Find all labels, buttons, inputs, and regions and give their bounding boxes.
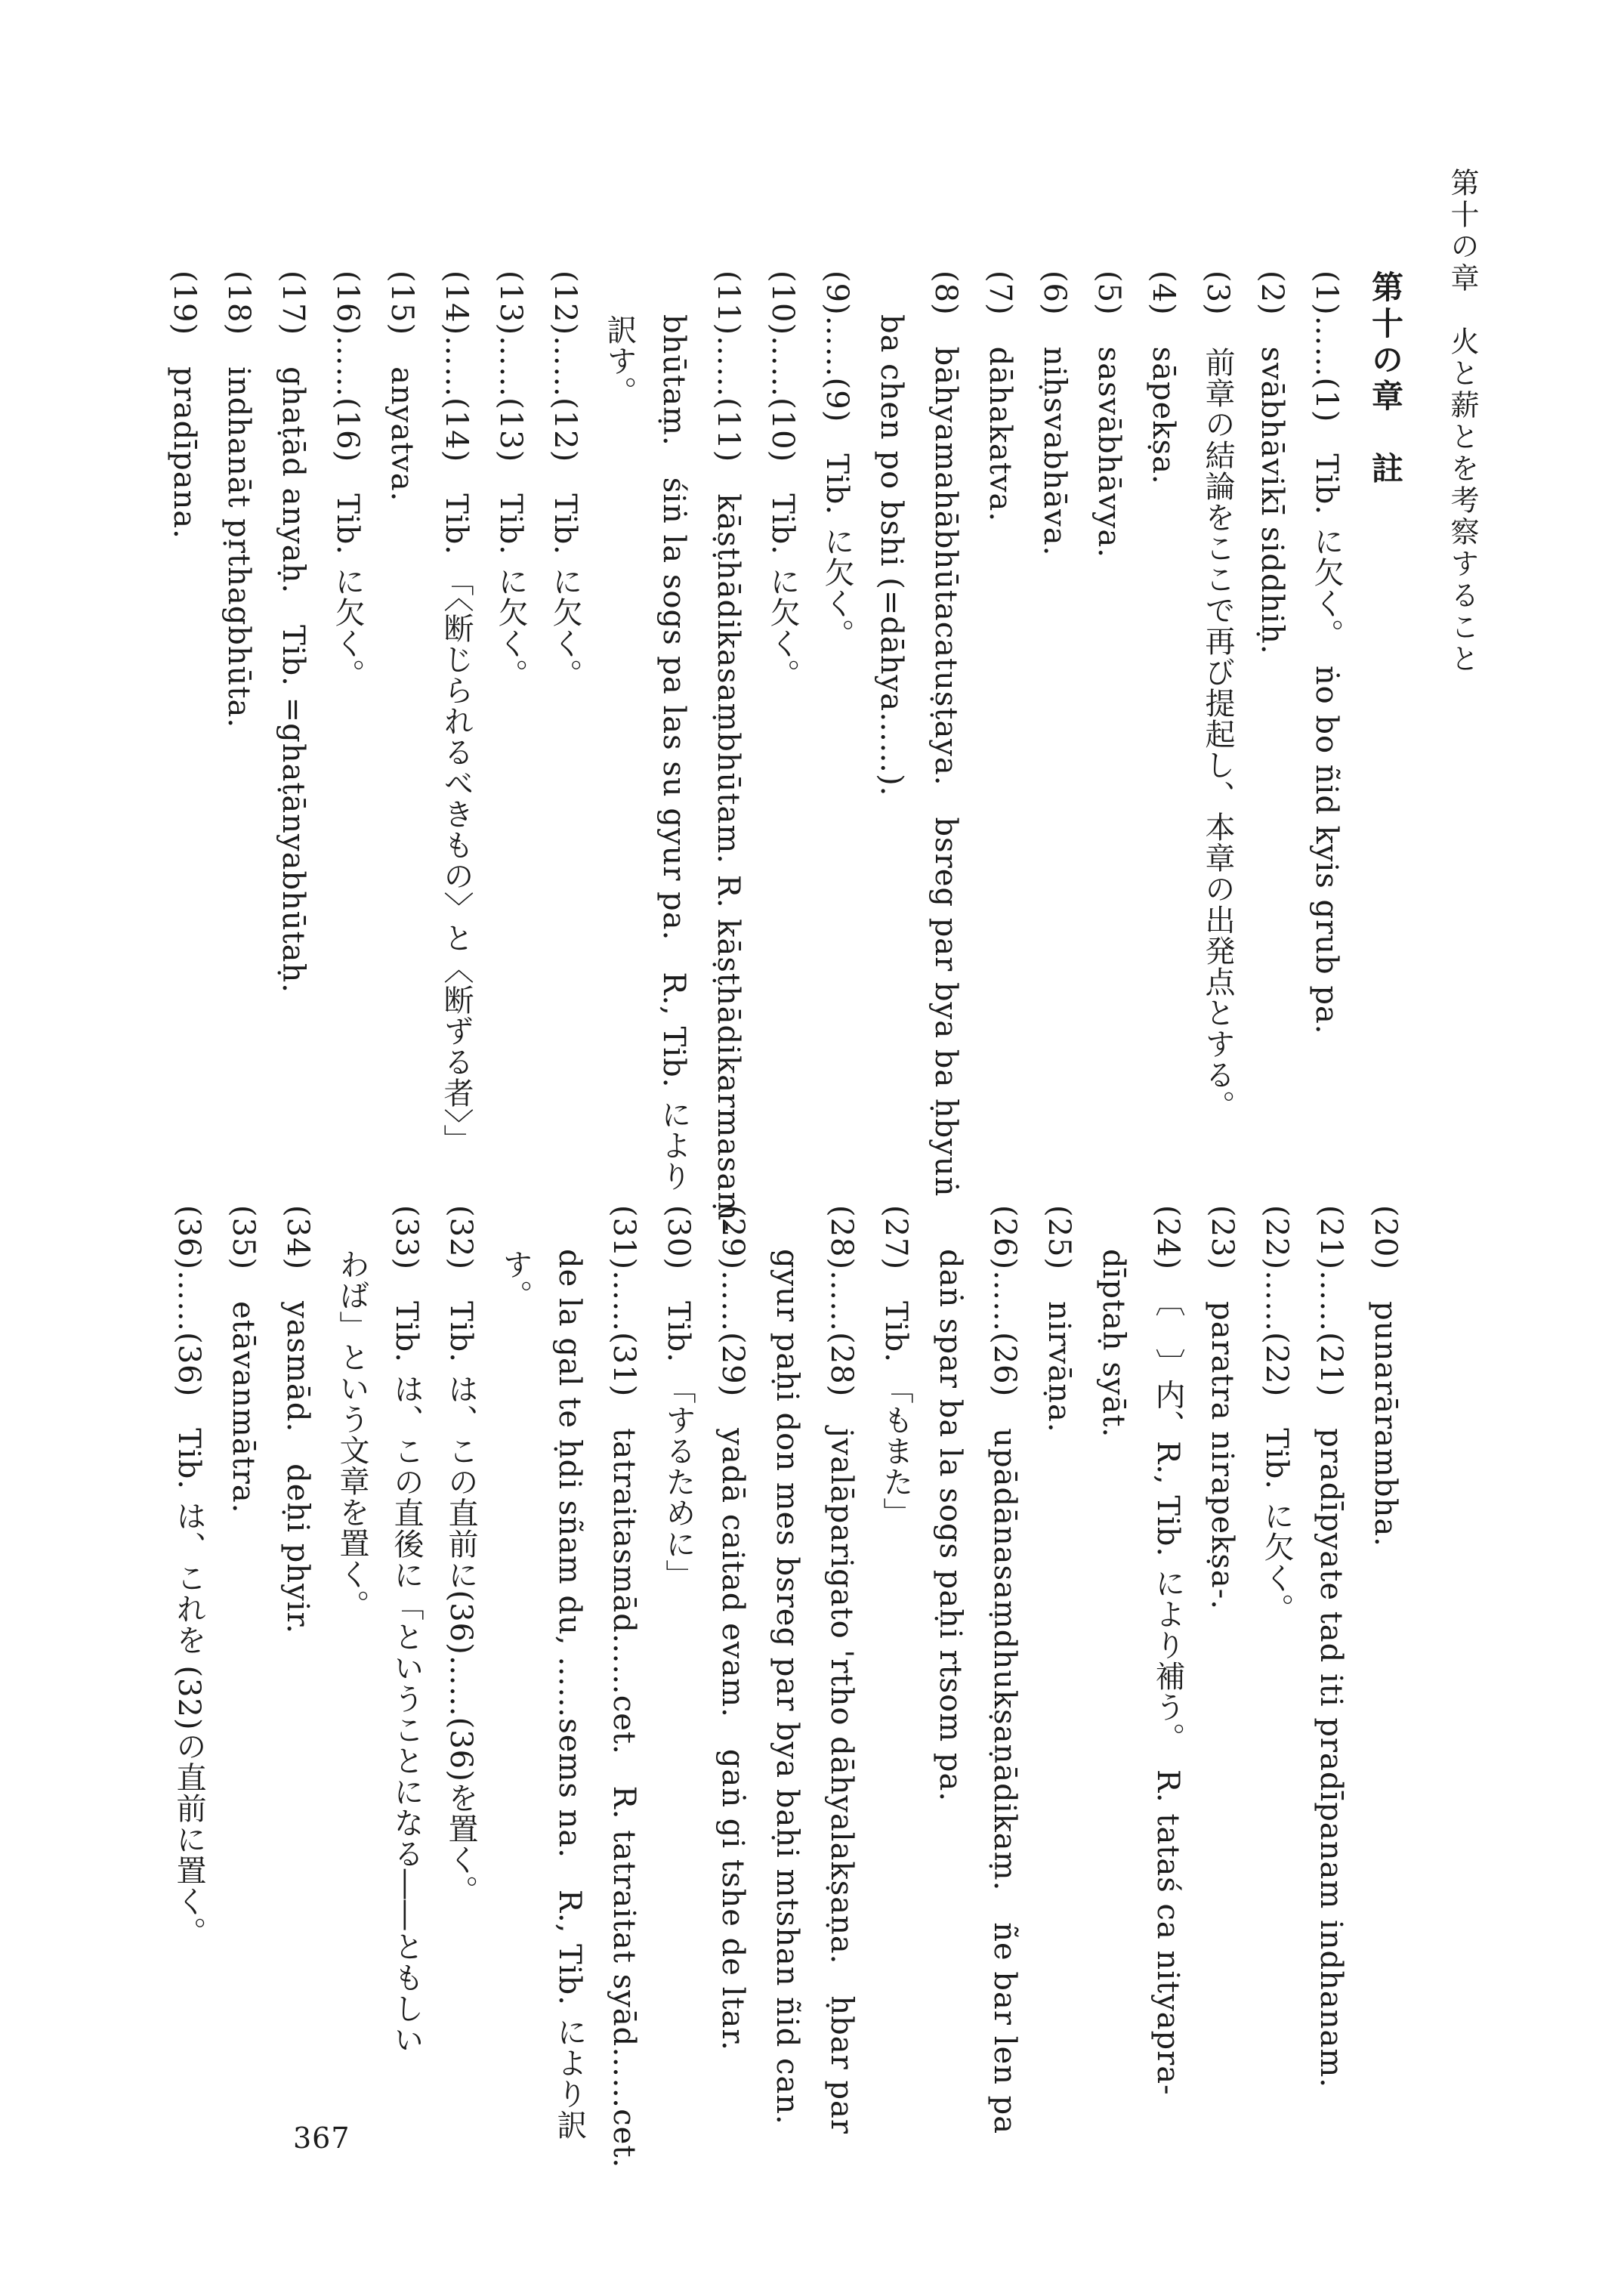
note-29: (29)……(29) yadā caitad evam. gaṅ gi tshe de ltar. — [715, 1205, 750, 2051]
note-1: (1)……(1) Tib. に欠く。 ṅo bo ñid kyis grub pa. — [1309, 270, 1344, 1035]
note-18: (18) indhanāt pṛthagbhūta. — [221, 270, 256, 729]
note-11-continued: 訳す。 — [602, 314, 637, 407]
chapter-heading: 第十の章 註 — [1367, 270, 1404, 488]
note-19: (19) pradīpana. — [167, 270, 202, 539]
note-31-continued: す。 — [498, 1249, 533, 1311]
note-31: (31)……(31) tatraitasmād……cet. R. tatraitat syād……cet. — [607, 1205, 641, 2169]
note-34: (34) yasmād. deḥi phyir. — [280, 1205, 315, 1634]
note-2: (2) svābhāvikī siddhiḥ. — [1255, 270, 1289, 655]
notes-upper-block — [166, 270, 1413, 1232]
note-3: (3) 前章の結論をここで再び提起し、本章の出発点とする。 — [1200, 270, 1235, 1121]
note-32: (32) Tib. は、この直前に(36)……(36)を置く。 — [443, 1205, 478, 1906]
note-13: (13)……(13) Tib. に欠く。 — [493, 270, 528, 690]
note-24-continued: dīptaḥ syāt. — [1096, 1249, 1131, 1438]
note-6: (6) niḥsvabhāva. — [1037, 270, 1072, 557]
note-28-continued: gyur paḥi don mes bsreg par bya baḥi mtshan ñid can. — [770, 1249, 804, 2125]
note-12: (12)……(12) Tib. に欠く。 — [548, 270, 582, 690]
note-25: (25) nirvāṇa. — [1042, 1205, 1076, 1433]
note-22: (22)……(22) Tib. に欠く。 — [1259, 1205, 1294, 1624]
note-28: (28)……(28) jvalāparigato 'rtho dāhyalakṣaṇa. ḥbar par — [824, 1205, 859, 2135]
note-27: (27) Tib. 「もまた」 — [878, 1205, 913, 1528]
note-31-continued: de la gal te ḥdi sñam du, ……sems na. R., Tib. により訳 — [552, 1249, 587, 2140]
note-30: (30) Tib. 「するために」 — [661, 1205, 696, 1590]
note-21: (21)……(21) pradīpyate tad iti pradīpanam indhanam. — [1314, 1205, 1348, 2089]
note-36: (36)……(36) Tib. は、これを (32)の直前に置く。 — [171, 1205, 206, 1948]
note-8-continued: ba chen po bshi (=dāhya……). — [874, 314, 909, 797]
note-10: (10)……(10) Tib. に欠く。 — [765, 270, 800, 690]
note-26-continued: daṅ spar ba la sogs paḥi rtsom pa. — [933, 1249, 968, 1803]
running-head: 第十の章 火と薪とを考察すること — [1446, 168, 1479, 675]
note-8: (8) bāhyamahābhūtacatuṣṭaya. bsreg par bya ba ḥbyuṅ — [928, 270, 963, 1197]
note-17: (17) ghaṭād anyaḥ. Tib. =ghaṭānyabhūtaḥ. — [276, 270, 310, 993]
note-20: (20) punarārambha. — [1368, 1205, 1403, 1547]
note-26: (26)……(26) upādānasaṃdhukṣaṇādikaṃ. ñe bar len pa — [987, 1205, 1022, 2135]
note-33: (33) Tib. は、この直後に「ということになる――ともしい — [389, 1205, 424, 2055]
note-11-continued: bhūtaṃ. śiṅ la sogs pa las su gyur pa. R., Tib. により — [656, 314, 691, 1192]
note-9: (9)……(9) Tib. に欠く。 — [820, 270, 854, 650]
note-33-continued: わば」という文章を置く。 — [335, 1249, 369, 1621]
note-5: (5) sasvābhāvya. — [1091, 270, 1126, 558]
note-16: (16)……(16) Tib. に欠く。 — [330, 270, 365, 690]
note-24: (24) 〔 〕内、R., Tib. により補う。 R. tataś ca nityapra- — [1150, 1205, 1185, 2096]
page-number: 367 — [293, 2121, 350, 2155]
note-11: (11)……(11) kāṣṭhādikasaṃbhūtam. R. kāṣṭhādikarmasaṃ- — [711, 270, 746, 1232]
note-15: (15) anyatva. — [384, 270, 419, 502]
note-14: (14)……(14) Tib. 「〈断じられるべきもの〉と〈断ずる者〉」 — [439, 270, 474, 1155]
note-35: (35) etāvanmātra. — [226, 1205, 261, 1514]
note-4: (4) sāpekṣa. — [1146, 270, 1181, 485]
note-7: (7) dāhakatva. — [983, 270, 1017, 523]
note-23: (23) paratra nirapekṣa-. — [1205, 1205, 1240, 1610]
